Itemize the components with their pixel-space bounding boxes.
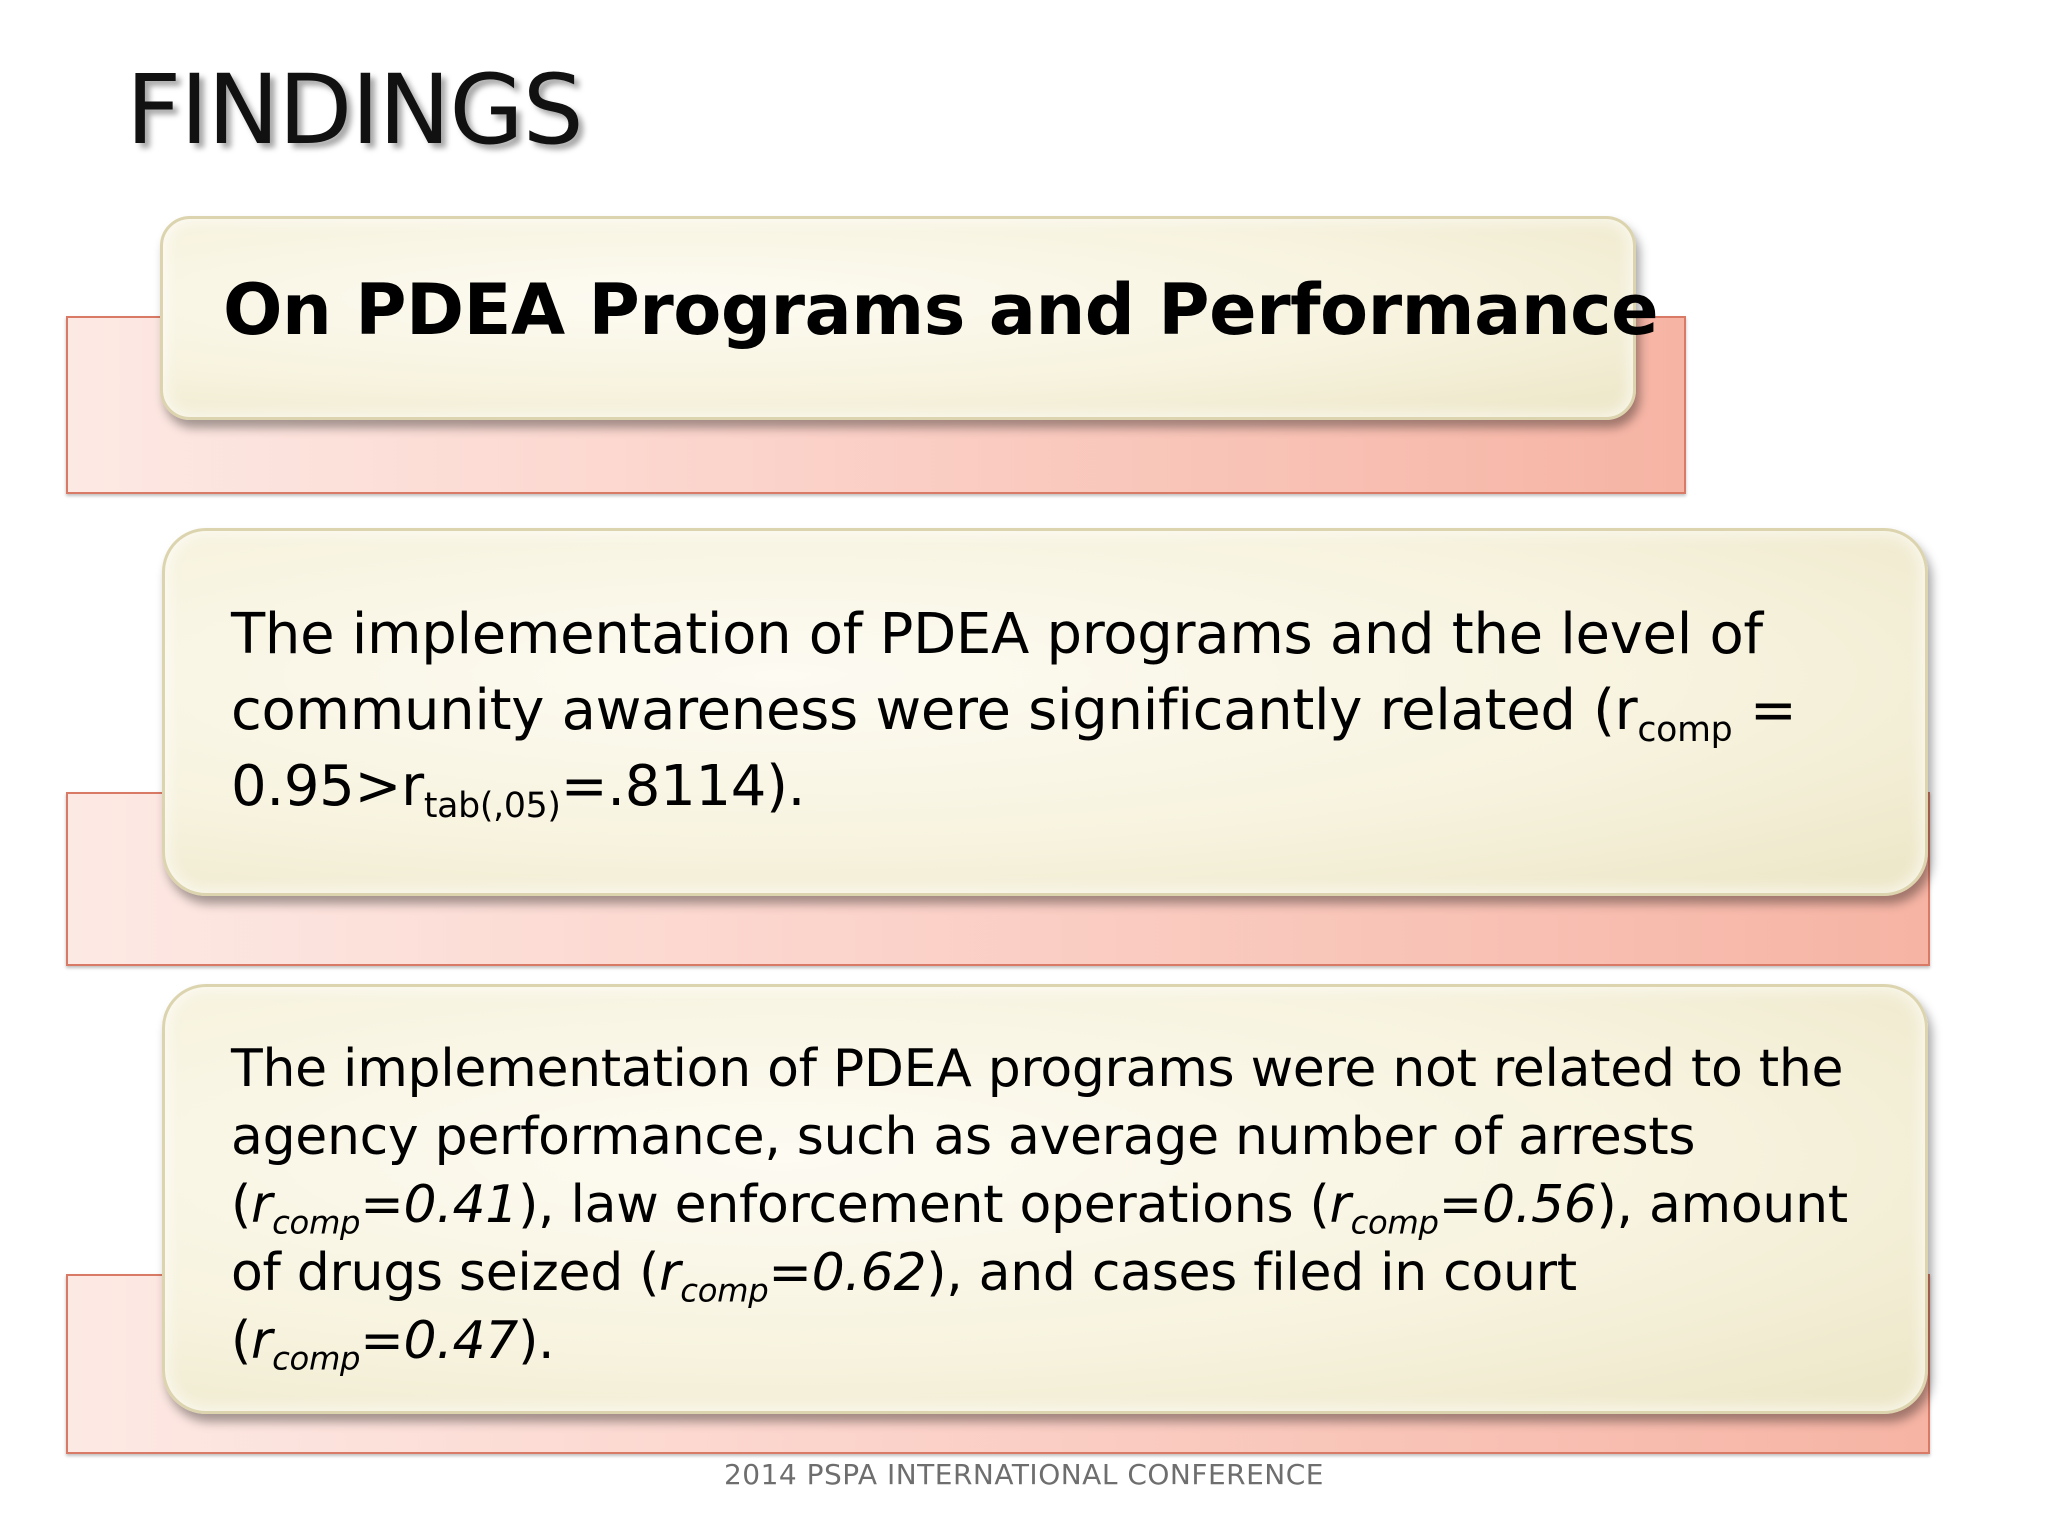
finding-2-r2 bbox=[1329, 1175, 1597, 1242]
finding-2-text-e: ). bbox=[518, 1311, 555, 1371]
finding-2-r1-symbol: r bbox=[251, 1175, 273, 1235]
finding-2-text-c: ), amount of drugs seized ( bbox=[231, 1175, 1848, 1303]
finding-1-text bbox=[231, 597, 1885, 825]
finding-2-r4 bbox=[251, 1311, 519, 1378]
finding-1-text-c: =.8114). bbox=[560, 754, 806, 819]
heading-card bbox=[160, 216, 1659, 420]
finding-2-card bbox=[162, 984, 1928, 1414]
finding-2-r1-value: =0.41 bbox=[360, 1175, 519, 1235]
finding-2-text bbox=[231, 1035, 1885, 1378]
finding-2-r1 bbox=[251, 1175, 519, 1242]
finding-2-r2-value: =0.56 bbox=[1438, 1175, 1597, 1235]
slide-title: FINDINGS bbox=[126, 54, 583, 166]
finding-1-text-a: The implementation of PDEA programs and the level of community awareness were significantly related (r bbox=[231, 602, 1763, 743]
finding-2-r2-symbol: r bbox=[1329, 1175, 1351, 1235]
finding-1-card bbox=[162, 528, 1928, 896]
finding-1-sub-a: comp bbox=[1637, 710, 1733, 751]
finding-2-r3-value: =0.62 bbox=[768, 1243, 927, 1303]
finding-2-r1-sub: comp bbox=[272, 1203, 361, 1242]
finding-2-text-b: ), law enforcement operations ( bbox=[518, 1175, 1330, 1235]
finding-2-r4-symbol: r bbox=[251, 1311, 273, 1371]
finding-2-r2-sub: comp bbox=[1350, 1203, 1439, 1242]
finding-2-text-d: ), and cases filed in court ( bbox=[231, 1243, 1577, 1371]
finding-2-r4-sub: comp bbox=[272, 1339, 361, 1378]
finding-2-text-a: The implementation of PDEA programs were not related to the agency performance, such as average number of arrests ( bbox=[231, 1039, 1844, 1235]
slide-footer: 2014 PSPA INTERNATIONAL CONFERENCE bbox=[723, 1458, 1324, 1491]
finding-1-sub-b: tab(,05) bbox=[423, 786, 561, 827]
finding-2-r3-symbol: r bbox=[659, 1243, 681, 1303]
finding-2-r3-sub: comp bbox=[680, 1271, 769, 1310]
finding-1-text-b: = 0.95>r bbox=[231, 678, 1797, 819]
section-heading: On PDEA Programs and Performance bbox=[223, 269, 1659, 351]
finding-2-r3 bbox=[659, 1243, 927, 1310]
finding-2-r4-value: =0.47 bbox=[360, 1311, 519, 1371]
